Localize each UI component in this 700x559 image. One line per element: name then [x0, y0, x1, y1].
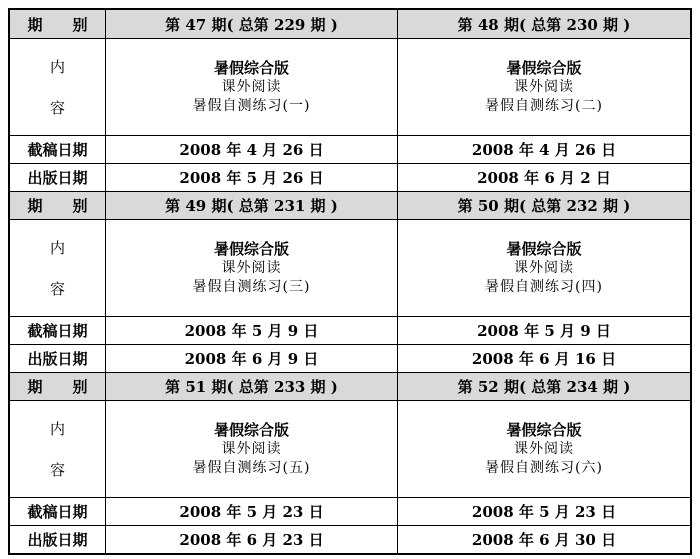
issue-number: 第 52 期( 总第 234 期 ) [457, 378, 631, 396]
issue-number: 第 48 期( 总第 230 期 ) [457, 15, 631, 34]
content-sub: 暑假自测练习(一) [192, 97, 311, 114]
publish-date: 2008 年 6 月 2 日 [477, 169, 611, 187]
content-label-char-2: 容 [49, 99, 65, 117]
content-sub: 暑假自测练习(六) [485, 459, 603, 476]
schedule-table [8, 8, 692, 555]
issue-label-char-2: 别 [72, 15, 88, 34]
issue-header-row [10, 10, 690, 38]
content-sub: 课外阅读 [514, 440, 574, 457]
content-cell [398, 220, 690, 316]
content-cell [106, 220, 398, 316]
publish-row [10, 163, 690, 191]
deadline-date: 2008 年 5 月 23 日 [471, 503, 617, 521]
content-cell [398, 401, 690, 497]
publish-row [10, 344, 690, 372]
publish-date: 2008 年 6 月 23 日 [106, 526, 398, 553]
content-sub: 暑假自测练习(三) [192, 278, 311, 295]
content-label-char-2: 容 [49, 461, 65, 479]
issue-number: 第 50 期( 总第 232 期 ) [457, 197, 631, 215]
content-sub: 课外阅读 [514, 78, 574, 95]
deadline-date: 2008 年 4 月 26 日 [106, 136, 398, 163]
content-cell [106, 39, 398, 135]
content-main: 暑假综合版 [506, 58, 582, 77]
publish-label: 出版日期 [10, 164, 106, 191]
deadline-label: 截稿日期 [10, 317, 106, 344]
issue-number: 第 49 期( 总第 231 期 ) [106, 192, 398, 219]
issue-label-char-1: 期 [27, 197, 43, 215]
content-main: 暑假综合版 [213, 58, 289, 77]
issue-label [10, 373, 106, 400]
content-row [10, 400, 690, 497]
content-label-char-1: 内 [49, 239, 65, 257]
deadline-date: 2008 年 5 月 23 日 [106, 498, 398, 525]
deadline-date: 2008 年 5 月 9 日 [477, 322, 611, 340]
publish-label: 出版日期 [10, 345, 106, 372]
content-label-char-1: 内 [49, 420, 65, 438]
issue-label-char-2: 别 [72, 197, 88, 215]
content-sub: 暑假自测练习(二) [485, 97, 603, 114]
issue-label [10, 192, 106, 219]
deadline-row [10, 316, 690, 344]
content-cell [398, 39, 690, 135]
content-sub: 课外阅读 [221, 78, 282, 95]
content-cell [106, 401, 398, 497]
content-main: 暑假综合版 [213, 239, 289, 258]
issue-label-char-2: 别 [72, 378, 88, 396]
deadline-date: 2008 年 5 月 9 日 [106, 317, 398, 344]
content-sub: 课外阅读 [221, 440, 282, 457]
content-row [10, 38, 690, 135]
content-label [10, 220, 106, 316]
content-row [10, 219, 690, 316]
publish-label: 出版日期 [10, 526, 106, 553]
deadline-label: 截稿日期 [10, 498, 106, 525]
content-sub: 暑假自测练习(四) [485, 278, 603, 295]
issue-header-row [10, 191, 690, 219]
publish-date: 2008 年 6 月 16 日 [471, 350, 617, 368]
content-sub: 暑假自测练习(五) [192, 459, 311, 476]
publish-row [10, 525, 690, 553]
deadline-row [10, 497, 690, 525]
content-label [10, 39, 106, 135]
content-sub: 课外阅读 [514, 259, 574, 276]
issue-label [10, 10, 106, 38]
content-main: 暑假综合版 [506, 239, 582, 258]
deadline-row [10, 135, 690, 163]
issue-header-row [10, 372, 690, 400]
publish-date: 2008 年 6 月 30 日 [471, 531, 617, 549]
issue-label-char-1: 期 [27, 15, 43, 34]
content-label-char-1: 内 [49, 58, 65, 76]
issue-number: 第 51 期( 总第 233 期 ) [106, 373, 398, 400]
content-label [10, 401, 106, 497]
issue-label-char-1: 期 [27, 378, 43, 396]
content-main: 暑假综合版 [213, 420, 289, 439]
content-sub: 课外阅读 [221, 259, 282, 276]
deadline-label: 截稿日期 [10, 136, 106, 163]
content-main: 暑假综合版 [506, 420, 582, 439]
issue-number: 第 47 期( 总第 229 期 ) [106, 10, 398, 38]
publish-date: 2008 年 5 月 26 日 [106, 164, 398, 191]
deadline-date: 2008 年 4 月 26 日 [471, 141, 617, 159]
publish-date: 2008 年 6 月 9 日 [106, 345, 398, 372]
content-label-char-2: 容 [49, 280, 65, 298]
